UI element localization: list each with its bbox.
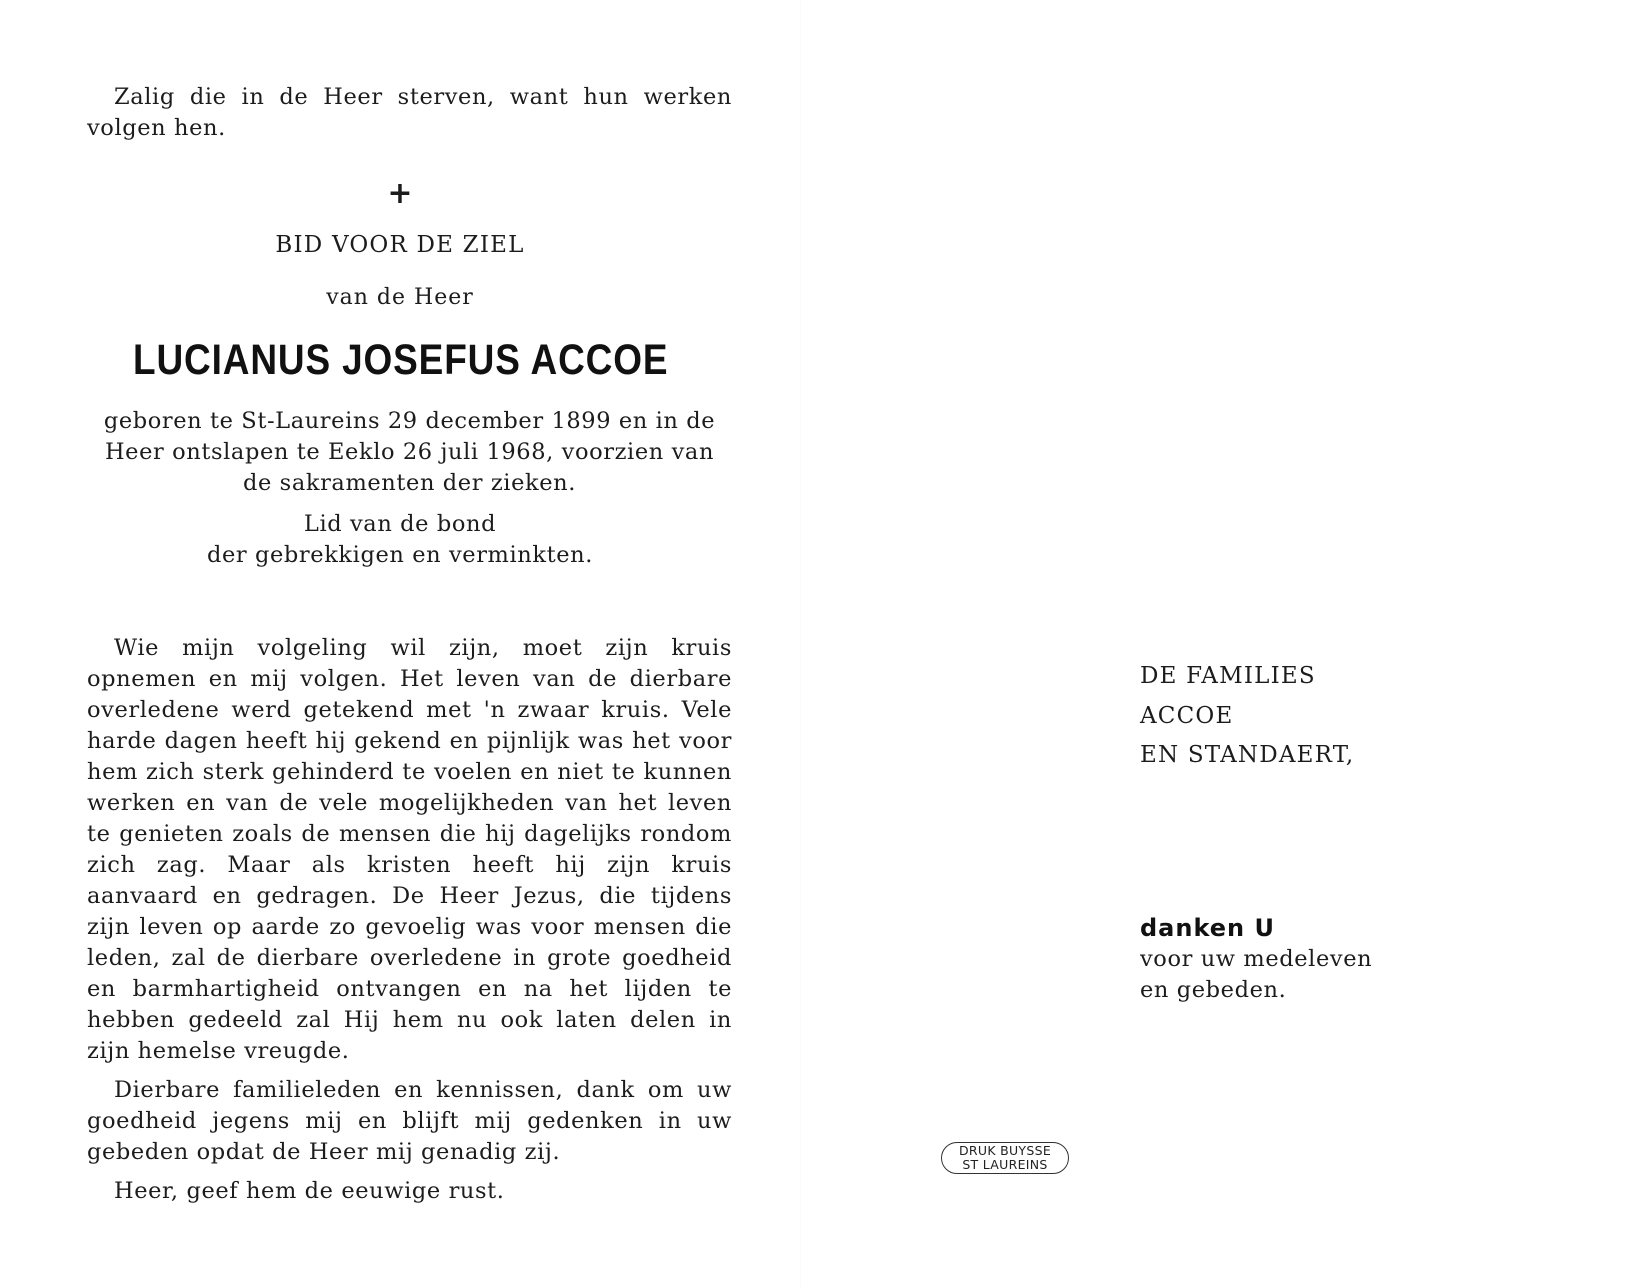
family-line-2: ACCOE [1140,702,1234,729]
opening-verse-block [87,82,732,144]
thanks-block [1140,913,1372,1006]
title-prefix: van de Heer [326,285,474,310]
biography-block [87,406,732,499]
reflection-paragraph: Wie mijn volgeling wil zijn, moet zijn kruis opnemen en mij volgen. Het leven van de dierbare overledene werd getekend met 'n zwaar kruis. Vele harde dagen heeft hij gekend en pijnlijk was het voor hem zich sterk gehinderd te voelen en niet te kunnen werken en van de vele mogelijkheden van het leven te genieten zoals de mensen die hij dagelijks rondom zich zag. Maar als kristen heeft hij zijn kruis aanvaard en gedragen. De Heer Jezus, die tijdens zijn leven op aarde zo gevoelig was voor mensen die leden, zal de dierbare overledene in grote goedheid en barmhartigheid ontvangen en na het lijden te hebben gedeeld zal Hij hem nu ook laten delen in zijn hemelse vreugde. [87,635,732,1064]
thanks-line-1: voor uw medeleven [1140,946,1373,972]
membership-line-1: Lid van de bond [303,511,497,537]
closing-prayer: Heer, geef hem de eeuwige rust. [114,1178,505,1204]
membership-line-2: der gebrekkigen en verminkten. [206,542,594,568]
family-paragraph: Dierbare familieleden en kennissen, dank om uw goedheid jegens mij en blijft mij gedenken in uw gebeden opdat de Heer mij genadig zij. [87,1077,732,1165]
memorial-card-right-panel [800,0,1632,1288]
thanks-heading: danken U [1140,914,1275,942]
printer-stamp-line-2: ST LAUREINS [962,1157,1048,1172]
prayer-heading: BID VOOR DE ZIEL [275,232,525,258]
deceased-name: LUCIANUS JOSEFUS ACCOE [133,336,669,384]
membership-block [0,509,800,571]
families-block [1140,657,1354,776]
cross-symbol: + [387,176,413,211]
printer-stamp [941,1142,1069,1174]
opening-verse: Zalig die in de Heer sterven, want hun werken volgen hen. [87,84,732,141]
biography-text: geboren te St-Laureins 29 december 1899 en in de Heer ontslapen te Eeklo 26 juli 1968, voorzien van de sakramenten der zieken. [103,408,716,496]
reflection-block [87,633,732,1207]
printer-stamp-line-1: DRUK BUYSSE [958,1143,1052,1158]
family-line-1: DE FAMILIES [1140,663,1316,689]
family-line-3: EN STANDAERT, [1140,742,1355,768]
thanks-line-2: en gebeden. [1140,977,1287,1003]
